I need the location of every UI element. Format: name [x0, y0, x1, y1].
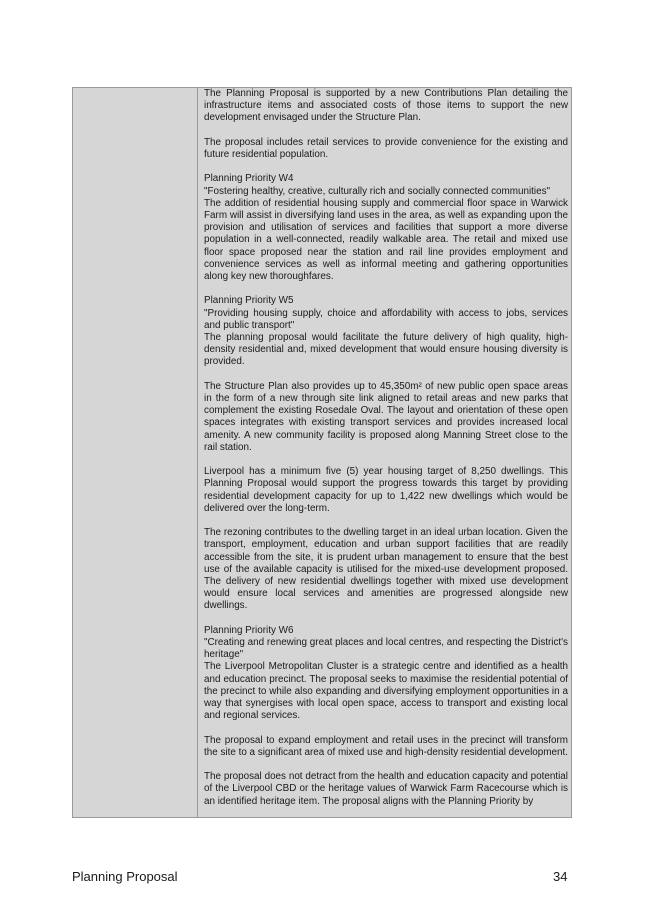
paragraph: The proposal does not detract from the health and education capacity and potential of the Liverpool CBD or the heritage values of Warwick Farm Racecourse which is an identified heritage item. The proposal aligns with the Planning Priority by	[204, 771, 568, 807]
paragraph: The rezoning contributes to the dwelling target in an ideal urban location. Given the transport, employment, education and urban support facilities that are readily accessible from the site, it is prudent urban management to ensure that the best use of the available capacity is utilised for the mixed-use development proposed. The delivery of new residential dwellings together with mixed use development would ensure local services and amenities are progressed alongside new dwellings.	[204, 527, 568, 612]
page-number: 34	[553, 869, 568, 884]
paragraph-text: The addition of residential housing supply and commercial floor space in Warwick Farm will assist in diversifying land uses in the area, as well as expanding upon the provision and utilisation of services and facilities that support a more diverse population in a well-connected, readily walkable area. The retail and mixed use floor space proposed near the station and rail line provides employment and convenience services as well as informal meeting and gathering opportunities along key new thoroughfares.	[204, 197, 568, 283]
section-quote: "Providing housing supply, choice and affordability with access to jobs, services and public transport"	[204, 307, 568, 331]
section-quote: "Fostering healthy, creative, culturally rich and socially connected communities"	[204, 185, 551, 197]
table-content-column	[204, 88, 568, 817]
paragraph	[204, 625, 568, 723]
paragraph-text: The Liverpool Metropolitan Cluster is a strategic centre and identified as a health and education precinct. The proposal seeks to maximise the residential potential of the precinct to while also expanding and diversifying employment opportunities in a way that synergises with local open space, access to transport and existing local and regional services.	[204, 661, 568, 722]
paragraph: The proposal includes retail services to provide convenience for the existing and future residential population.	[204, 136, 568, 160]
paragraph: Liverpool has a minimum five (5) year housing target of 8,250 dwellings. This Planning Proposal would support the progress towards this target by providing residential development capacity for up to 1,422 new dwellings which would be delivered over the long-term.	[204, 466, 568, 514]
section-heading: Planning Priority W5	[204, 295, 294, 307]
paragraph: The Structure Plan also provides up to 45,350m² of new public open space areas in the form of a new through site link aligned to retail areas and new parks that complement the existing Rosedale Oval. The layout and orientation of these open spaces integrates with existing transport services and provides increased local amenity. A new community facility is proposed along Manning Street close to the rail station.	[204, 380, 568, 453]
section-heading: Planning Priority W6	[204, 624, 294, 636]
content-table	[72, 87, 572, 818]
content-body	[204, 88, 568, 808]
paragraph	[204, 295, 568, 368]
paragraph: The Planning Proposal is supported by a new Contributions Plan detailing the infrastructure items and associated costs of those items to support the new development envisaged under the Structure Plan.	[204, 88, 568, 124]
section-quote: "Creating and renewing great places and local centres, and respecting the District's heritage"	[204, 637, 568, 661]
paragraph	[204, 173, 568, 283]
paragraph: The proposal to expand employment and retail uses in the precinct will transform the site to a significant area of mixed use and high-density residential development.	[204, 734, 568, 758]
paragraph-text: The planning proposal would facilitate the future delivery of high quality, high-density residential and, mixed development that would ensure housing diversity is provided.	[204, 332, 568, 368]
section-heading: Planning Priority W4	[204, 173, 294, 185]
footer-title: Planning Proposal	[72, 869, 178, 884]
table-label-column	[73, 88, 198, 817]
